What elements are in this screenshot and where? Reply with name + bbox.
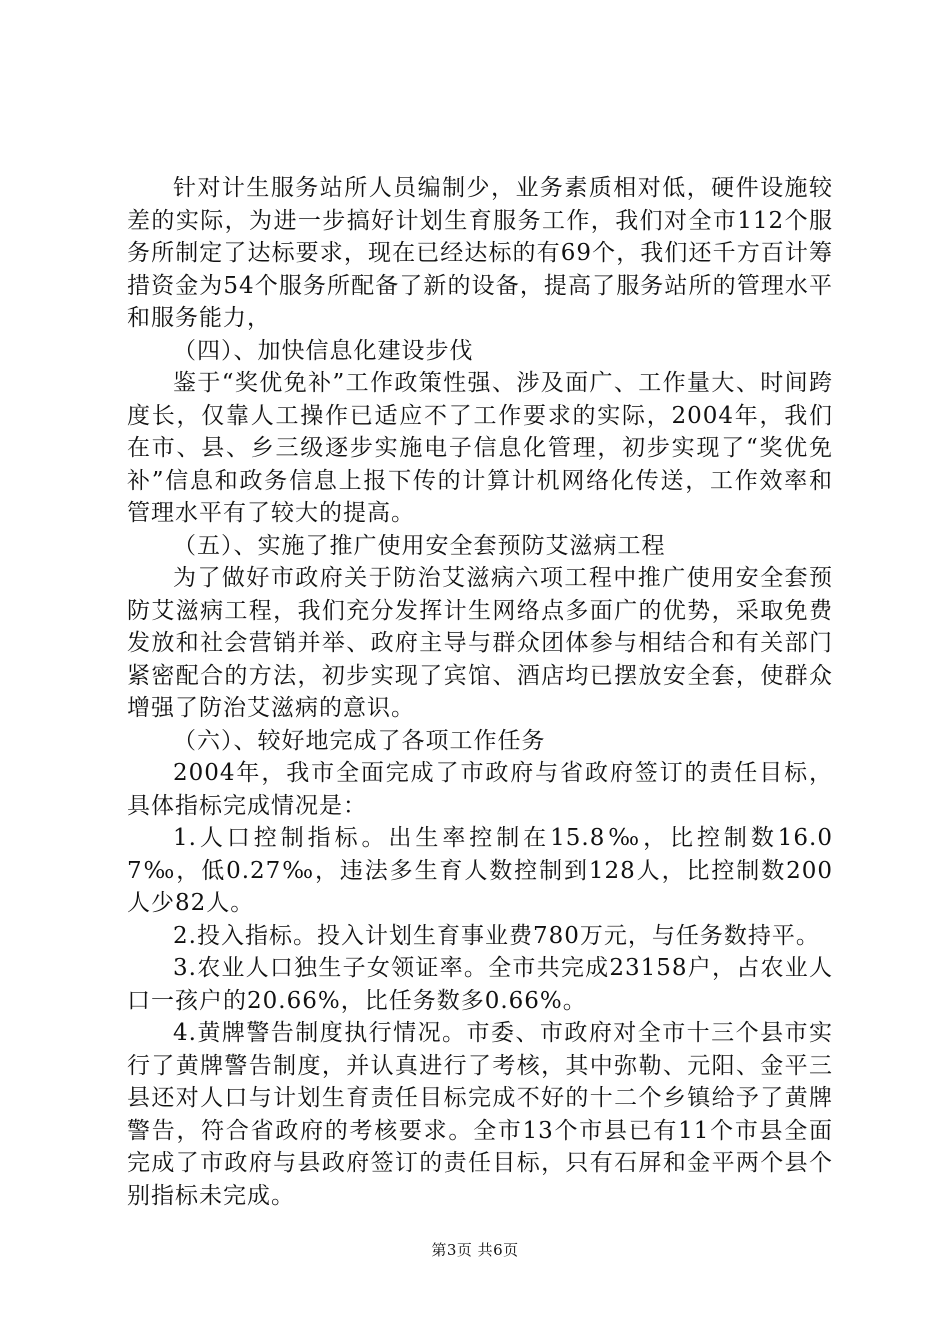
document-body xyxy=(127,172,833,1212)
section-heading-informatization: （四）、加快信息化建设步伐 xyxy=(173,337,474,364)
paragraph-only-child-certificate: 3.农业人口独生子女领证率。全市共完成23158户，占农业人口一孩户的20.66%，比任务数多0.66%。 xyxy=(127,955,833,1014)
paragraph-yellow-card-warning: 4.黄牌警告制度执行情况。市委、市政府对全市十三个县市实行了黄牌警告制度，并认真进行了考核，其中弥勒、元阳、金平三县还对人口与计划生育责任目标完成不好的十二个乡镇给予了黄牌警告，符合省政府的考核要求。全市13个市县已有11个市县全面完成了市政府与县政府签订的责任目标，只有石屏和金平两个县个别指标未完成。 xyxy=(127,1020,833,1209)
paragraph-service-stations: 针对计生服务站所人员编制少，业务素质相对低，硬件设施较差的实际，为进一步搞好计划生育服务工作，我们对全市112个服务所制定了达标要求，现在已经达标的有69个，我们还千方百计筹措资金为54个服务所配备了新的设备，提高了服务站所的管理水平和服务能力， xyxy=(127,175,833,331)
section-heading-aids-prevention: （五）、实施了推广使用安全套预防艾滋病工程 xyxy=(173,532,666,559)
paragraph-tasks-intro: 2004年，我市全面完成了市政府与省政府签订的责任目标，具体指标完成情况是： xyxy=(127,760,833,819)
paragraph-population-control: 1.人口控制指标。出生率控制在15.8‰，比控制数16.07‰，低0.27‰，违法多生育人数控制到128人，比控制数200人少82人。 xyxy=(127,825,833,916)
paragraph-investment: 2.投入指标。投入计划生育事业费780万元，与任务数持平。 xyxy=(173,922,820,949)
section-heading-tasks-completed: （六）、较好地完成了各项工作任务 xyxy=(173,727,546,754)
paragraph-aids-prevention: 为了做好市政府关于防治艾滋病六项工程中推广使用安全套预防艾滋病工程，我们充分发挥计生网络点多面广的优势，采取免费发放和社会营销并举、政府主导与群众团体参与相结合和有关部门紧密配合的方法，初步实现了宾馆、酒店均已摆放安全套，使群众增强了防治艾滋病的意识。 xyxy=(127,565,833,721)
paragraph-informatization: 鉴于“奖优免补”工作政策性强、涉及面广、工作量大、时间跨度长，仅靠人工操作已适应不了工作要求的实际，2004年，我们在市、县、乡三级逐步实施电子信息化管理，初步实现了“奖优免补”信息和政务信息上报下传的计算计机网络化传送，工作效率和管理水平有了较大的提高。 xyxy=(127,370,833,526)
page-number-footer: 第3页 共6页 xyxy=(431,1241,519,1259)
